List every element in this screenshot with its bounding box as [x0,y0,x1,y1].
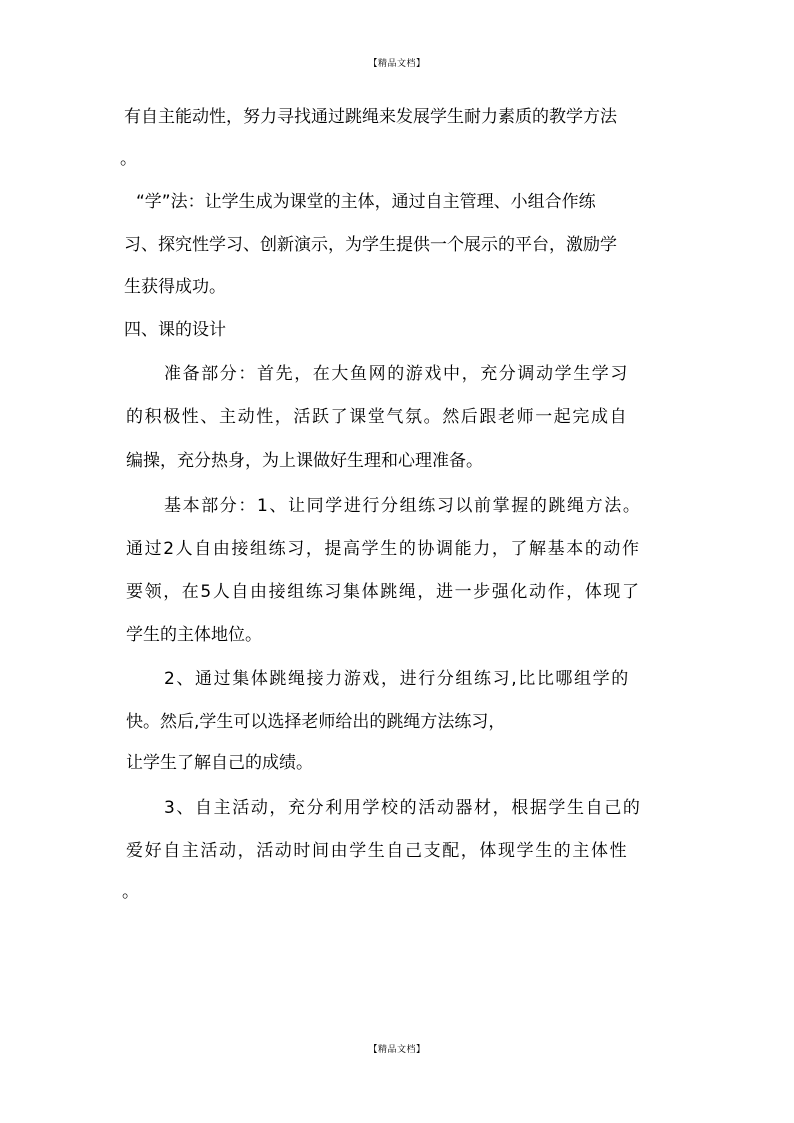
text-line: 有自主能动性，努力寻找通过跳绳来发展学生耐力素质的教学方法 [124,107,617,127]
text-line: 习、探究性学习、创新演示，为学生提供一个展示的平台，激励学 [124,235,617,255]
text-line: “学”法：让学生成为课堂的主体，通过自主管理、小组合作练 [136,192,596,212]
text-line: 通过2人自由接组练习，提高学生的协调能力，了解基本的动作 [126,539,641,559]
text-line: 2、通过集体跳绳接力游戏，进行分组练习,比比哪组学的 [164,669,630,689]
text-line: 学生的主体地位。 [126,625,262,645]
text-line: 准备部分：首先，在大鱼网的游戏中，充分调动学生学习 [164,364,629,384]
text-line: 编操，充分热身，为上课做好生理和心理准备。 [126,451,483,471]
text-line: 。 [120,149,137,169]
text-line: 的积极性、主动性，活跃了课堂气氛。然后跟老师一起完成自 [126,407,629,427]
text-line: 生获得成功。 [124,277,226,297]
text-line: 要领，在5人自由接组练习集体跳绳，进一步强化动作，体现了 [126,582,641,602]
text-line: 爱好自主活动，活动时间由学生自己支配，体现学生的主体性 [126,841,629,861]
text-line: 3、自主活动，充分利用学校的活动器材，根据学生自己的 [164,798,642,818]
text-line: 。 [122,882,139,902]
section-heading: 四、课的设计 [124,320,226,340]
text-line: 快。然后,学生可以选择老师给出的跳绳方法练习， [126,712,506,732]
text-line: 基本部分：1、让同学进行分组练习以前掌握的跳绳方法。 [164,496,642,516]
header-tag: 【精品文档】 [368,59,426,69]
text-line: 让学生了解自己的成绩。 [126,753,313,773]
footer-tag: 【精品文档】 [368,1045,426,1055]
